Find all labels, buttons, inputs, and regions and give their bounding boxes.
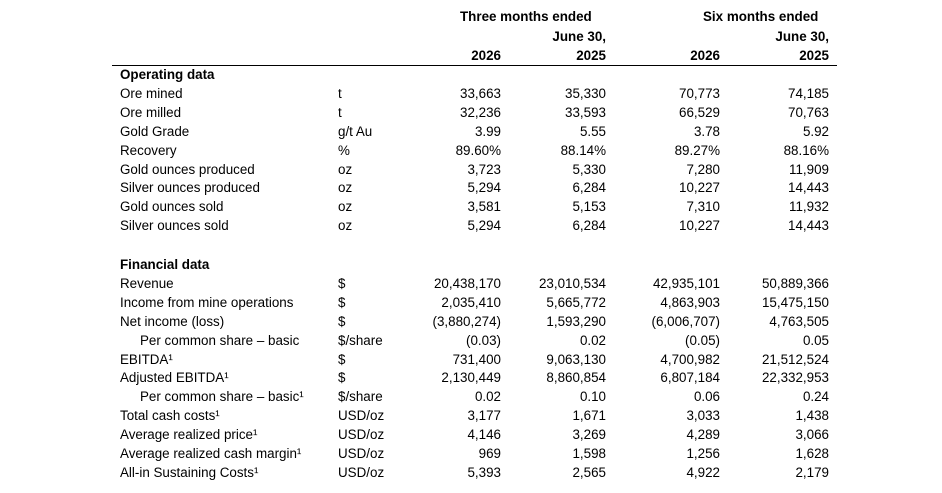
table-cell: 23,010,534 xyxy=(538,275,606,291)
table-cell: 0.24 xyxy=(802,389,829,405)
row-unit: oz xyxy=(338,180,353,196)
row-unit: $ xyxy=(338,351,346,367)
row-label: Recovery xyxy=(120,142,177,158)
table-cell: 3.78 xyxy=(693,123,720,139)
row-unit: USD/oz xyxy=(338,464,385,480)
table-cell: 7,310 xyxy=(686,199,720,215)
table-cell: 3,269 xyxy=(572,427,606,443)
table-cell: 1,598 xyxy=(572,446,606,461)
header-rule xyxy=(112,65,837,66)
row-label: Gold ounces sold xyxy=(120,199,224,215)
table-cell: 3,177 xyxy=(467,408,501,424)
table-cell: 11,909 xyxy=(789,161,829,177)
row-label: Revenue xyxy=(120,275,174,291)
header-year: 2025 xyxy=(576,48,606,63)
table-cell: 70,763 xyxy=(788,104,829,120)
header-year: 2026 xyxy=(690,48,720,63)
table-cell: 88.14% xyxy=(560,142,606,158)
table-cell: 15,475,150 xyxy=(761,294,829,310)
table-cell: 4,922 xyxy=(686,464,720,480)
table-cell: 5,393 xyxy=(467,464,501,480)
table-cell: 1,256 xyxy=(686,446,720,461)
table-cell: 3,581 xyxy=(467,199,501,215)
table-cell: 6,807,184 xyxy=(660,370,720,386)
row-label: Average realized price¹ xyxy=(120,427,258,443)
table-cell: 0.02 xyxy=(579,332,606,348)
table-cell: 5,153 xyxy=(572,199,606,215)
row-unit: t xyxy=(338,85,342,101)
header-year: 2026 xyxy=(471,48,501,63)
row-label: Net income (loss) xyxy=(120,313,225,329)
row-label: Per common share – basic¹ xyxy=(140,389,304,405)
table-cell: 1,438 xyxy=(795,408,829,424)
table-cell: 5.92 xyxy=(802,123,829,139)
table-cell: 14,443 xyxy=(788,180,829,196)
table-cell: 9,063,130 xyxy=(546,351,606,367)
section-title: Financial data xyxy=(120,257,210,272)
table-cell: 3,723 xyxy=(467,161,501,177)
row-label: Adjusted EBITDA¹ xyxy=(120,370,229,386)
table-cell: 89.27% xyxy=(674,142,720,158)
row-label: Ore milled xyxy=(120,104,182,120)
table-cell: 5,330 xyxy=(572,161,606,177)
row-unit: $ xyxy=(338,275,346,291)
row-label: Income from mine operations xyxy=(120,294,294,310)
row-unit: g/t Au xyxy=(338,123,373,139)
table-cell: 66,529 xyxy=(679,104,720,120)
table-cell: 20,438,170 xyxy=(433,275,501,291)
row-unit: oz xyxy=(338,218,353,234)
table-cell: 3.99 xyxy=(474,123,501,139)
row-label: Per common share – basic xyxy=(140,332,300,348)
table-cell: 2,179 xyxy=(795,464,829,480)
table-cell: 33,593 xyxy=(565,104,606,120)
table-cell: 11,932 xyxy=(789,199,829,215)
section-title: Operating data xyxy=(120,67,215,82)
table-cell: (3,880,274) xyxy=(432,313,501,329)
row-label: Ore mined xyxy=(120,85,183,101)
table-cell: 35,330 xyxy=(565,85,606,101)
header-six-months-date: June 30, xyxy=(775,29,829,44)
table-cell: 5,665,772 xyxy=(546,294,606,310)
table-cell: 0.02 xyxy=(474,389,501,405)
table-cell: 89.60% xyxy=(455,142,501,158)
table-cell: 10,227 xyxy=(679,218,720,234)
row-unit: $ xyxy=(338,313,346,329)
table-cell: 4,763,505 xyxy=(769,313,829,329)
table-cell: 70,773 xyxy=(679,85,720,101)
table-cell: 1,628 xyxy=(795,446,829,461)
table-cell: 2,035,410 xyxy=(441,294,501,310)
table-cell: 3,066 xyxy=(795,427,829,443)
table-cell: 22,332,953 xyxy=(761,370,829,386)
row-unit: oz xyxy=(338,161,353,177)
row-unit: $ xyxy=(338,370,346,386)
table-cell: 4,700,982 xyxy=(660,351,720,367)
table-cell: 7,280 xyxy=(686,161,720,177)
table-cell: (6,006,707) xyxy=(651,313,720,329)
table-cell: (0.03) xyxy=(466,332,501,348)
header-year: 2025 xyxy=(799,48,829,63)
table-cell: 10,227 xyxy=(679,180,720,196)
table-cell: 42,935,101 xyxy=(652,275,720,291)
table-cell: 6,284 xyxy=(572,218,606,234)
table-cell: (0.05) xyxy=(685,332,720,348)
row-unit: $/share xyxy=(338,332,383,348)
row-unit: t xyxy=(338,104,342,120)
table-cell: 4,146 xyxy=(467,427,501,443)
table-cell: 0.05 xyxy=(802,332,829,348)
row-unit: oz xyxy=(338,199,353,215)
header-three-months-date: June 30, xyxy=(552,29,606,44)
table-cell: 1,671 xyxy=(572,408,606,424)
table-cell: 6,284 xyxy=(572,180,606,196)
row-label: Total cash costs¹ xyxy=(120,408,220,424)
table-cell: 32,236 xyxy=(460,104,501,120)
table-cell: 5,294 xyxy=(467,218,501,234)
row-unit: USD/oz xyxy=(338,427,385,443)
row-label: Silver ounces produced xyxy=(120,180,260,196)
table-cell: 8,860,854 xyxy=(546,370,606,386)
table-cell: 50,889,366 xyxy=(761,275,829,291)
table-cell: 5,294 xyxy=(467,180,501,196)
row-unit: USD/oz xyxy=(338,408,385,424)
row-label: Gold ounces produced xyxy=(120,161,255,177)
table-cell: 33,663 xyxy=(460,85,501,101)
row-label: Average realized cash margin¹ xyxy=(120,446,302,461)
table-cell: 5.55 xyxy=(579,123,606,139)
table-cell: 2,130,449 xyxy=(441,370,501,386)
table-cell: 969 xyxy=(478,446,501,461)
table-cell: 21,512,524 xyxy=(761,351,829,367)
table-cell: 4,289 xyxy=(686,427,720,443)
table-cell: 0.06 xyxy=(693,389,720,405)
table-cell: 731,400 xyxy=(452,351,501,367)
table-cell: 2,565 xyxy=(572,464,606,480)
row-label: EBITDA¹ xyxy=(120,351,173,367)
table-cell: 14,443 xyxy=(788,218,829,234)
row-unit: % xyxy=(338,142,350,158)
row-unit: USD/oz xyxy=(338,446,385,461)
row-label: All-in Sustaining Costs¹ xyxy=(120,464,259,480)
table-cell: 74,185 xyxy=(788,85,829,101)
table-cell: 88.16% xyxy=(783,142,829,158)
header-three-months: Three months ended xyxy=(460,9,592,24)
table-cell: 4,863,903 xyxy=(660,294,720,310)
row-label: Silver ounces sold xyxy=(120,218,229,234)
row-unit: $ xyxy=(338,294,346,310)
table-cell: 3,033 xyxy=(686,408,720,424)
header-six-months: Six months ended xyxy=(703,9,819,24)
table-cell: 0.10 xyxy=(579,389,606,405)
row-label: Gold Grade xyxy=(120,123,190,139)
table-cell: 1,593,290 xyxy=(546,313,606,329)
row-unit: $/share xyxy=(338,389,383,405)
